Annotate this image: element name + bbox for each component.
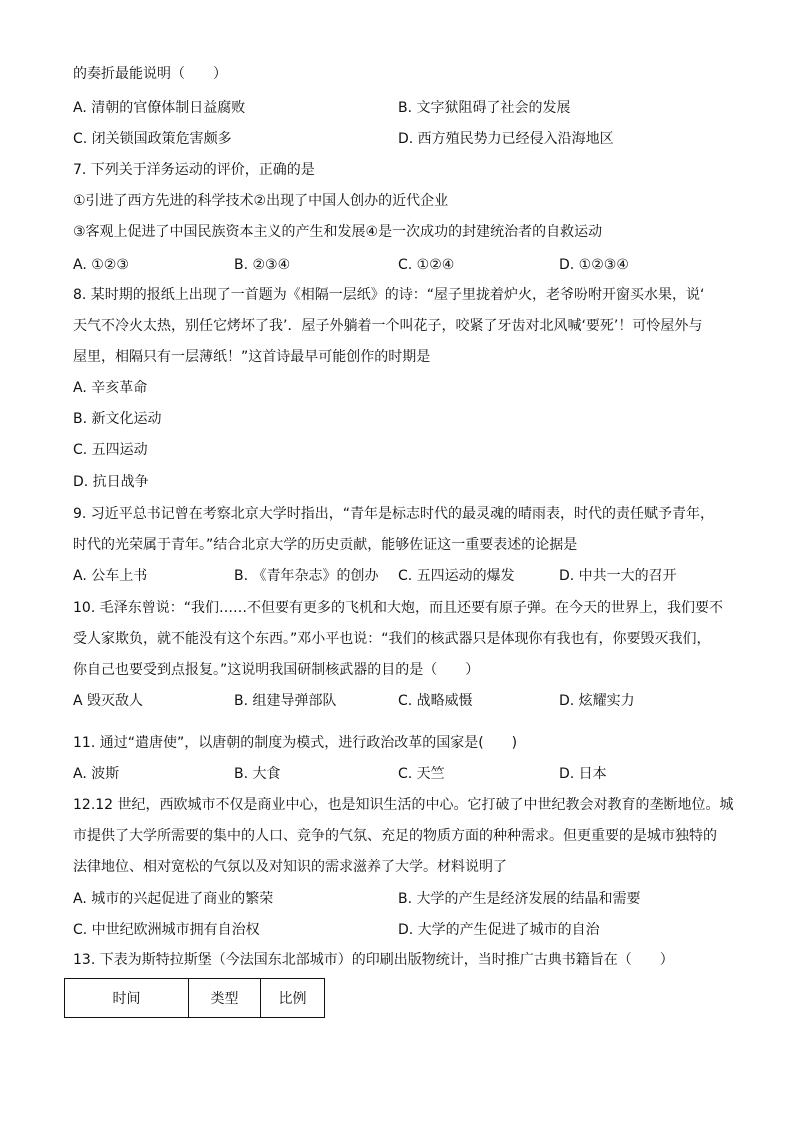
q10-option-d[interactable]: D. 炫耀实力 <box>559 693 635 709</box>
table-header-time: 时间 <box>65 979 189 1018</box>
q12-option-d[interactable]: D. 大学的产生促进了城市的自治 <box>398 922 600 938</box>
q12-option-c[interactable]: C. 中世纪欧洲城市拥有自治权 <box>73 922 260 938</box>
q11-option-b[interactable]: B. 大食 <box>234 766 281 782</box>
q11-option-d[interactable]: D. 日本 <box>559 766 607 782</box>
q8-option-c[interactable]: C. 五四运动 <box>73 442 148 458</box>
q10-stem-line: 10. 毛泽东曾说：“我们……不但要有更多的飞机和大炮，而且还要有原子弹。在今天的世界上，我们要不 <box>73 600 723 616</box>
q8-option-d[interactable]: D. 抗日战争 <box>73 474 149 490</box>
q6-option-a[interactable]: A. 清朝的官僚体制日益腐败 <box>73 100 246 116</box>
q11-option-a[interactable]: A. 波斯 <box>73 766 120 782</box>
q8-stem-line: 天气不冷火太热，别任它烤坏了我’．屋子外躺着一个叫花子，咬紧了牙齿对北风喊‘要死’！可怜屋外与 <box>73 318 703 334</box>
q6-option-c[interactable]: C. 闭关锁国政策危害颇多 <box>73 131 232 147</box>
q10-option-c[interactable]: C. 战略威慑 <box>398 693 473 709</box>
q7-stem: 7. 下列关于洋务运动的评价，正确的是 <box>73 162 315 178</box>
q7-option-b[interactable]: B. ②③④ <box>234 257 291 273</box>
q10-option-a[interactable]: A 毁灭敌人 <box>73 693 144 709</box>
q11-option-c[interactable]: C. 天竺 <box>398 766 445 782</box>
q7-option-a[interactable]: A. ①②③ <box>73 257 129 273</box>
q12-option-b[interactable]: B. 大学的产生是经济发展的结晶和需要 <box>398 891 641 907</box>
q11-stem: 11. 通过“遣唐使”，以唐朝的制度为模式，进行政治改革的国家是( ) <box>73 735 518 751</box>
q10-stem-line: 受人家欺负，就不能没有这个东西。”邓小平也说：“我们的核武器只是体现你有我也有，你要毁灭我们， <box>73 631 711 647</box>
q7-item-line: ③客观上促进了中国民族资本主义的产生和发展④是一次成功的封建统治者的自救运动 <box>73 224 603 240</box>
q13-stem: 13. 下表为斯特拉斯堡（今法国东北部城市）的印刷出版物统计，当时推广古典书籍旨在（ ） <box>73 952 674 968</box>
q6-option-b[interactable]: B. 文字狱阻碍了社会的发展 <box>398 100 571 116</box>
q13-table <box>64 978 325 1018</box>
q8-option-b[interactable]: B. 新文化运动 <box>73 411 162 427</box>
q7-option-c[interactable]: C. ①②④ <box>398 257 455 273</box>
q12-stem-line: 法律地位、相对宽松的气氛以及对知识的需求滋养了大学。材料说明了 <box>73 859 507 875</box>
table-header-type: 类型 <box>189 979 261 1018</box>
table-header-row <box>65 979 325 1018</box>
table-header-ratio: 比例 <box>261 979 325 1018</box>
q7-option-d[interactable]: D. ①②③④ <box>559 257 629 273</box>
q9-option-d[interactable]: D. 中共一大的召开 <box>559 568 677 584</box>
q8-stem-line: 8. 某时期的报纸上出现了一首题为《相隔一层纸》的诗：“屋子里拢着炉火，老爷吩咐开窗买水果，说‘ <box>73 287 705 303</box>
q6-option-d[interactable]: D. 西方殖民势力已经侵入沿海地区 <box>398 131 614 147</box>
q7-item-line: ①引进了西方先进的科学技术②出现了中国人创办的近代企业 <box>73 193 449 209</box>
q9-stem-line: 9. 习近平总书记曾在考察北京大学时指出，“青年是标志时代的最灵魂的晴雨表，时代的责任赋予青年， <box>73 506 715 522</box>
q12-stem-line: 12.12 世纪，西欧城市不仅是商业中心，也是知识生活的中心。它打破了中世纪教会对教育的垄断地位。城 <box>73 797 734 813</box>
q9-option-c[interactable]: C. 五四运动的爆发 <box>398 568 515 584</box>
q10-stem-line: 你自己也要受到点报复。”这说明我国研制核武器的目的是（ ） <box>73 662 480 678</box>
q8-option-a[interactable]: A. 辛亥革命 <box>73 380 148 396</box>
q12-stem-line: 市提供了大学所需要的集中的人口、竞争的气氛、充足的物质方面的种种需求。但更重要的是城市独特的 <box>73 828 717 844</box>
q9-option-b[interactable]: B. 《青年杂志》的创办 <box>234 568 379 584</box>
q12-option-a[interactable]: A. 城市的兴起促进了商业的繁荣 <box>73 891 274 907</box>
q6-stem: 的奏折最能说明（ ） <box>73 66 227 82</box>
q9-stem-line: 时代的光荣属于青年。”结合北京大学的历史贡献，能够佐证这一重要表述的论据是 <box>73 537 578 553</box>
q8-stem-line: 屋里，相隔只有一层薄纸！”这首诗最早可能创作的时期是 <box>73 349 431 365</box>
q9-option-a[interactable]: A. 公车上书 <box>73 568 148 584</box>
q10-option-b[interactable]: B. 组建导弹部队 <box>234 693 337 709</box>
